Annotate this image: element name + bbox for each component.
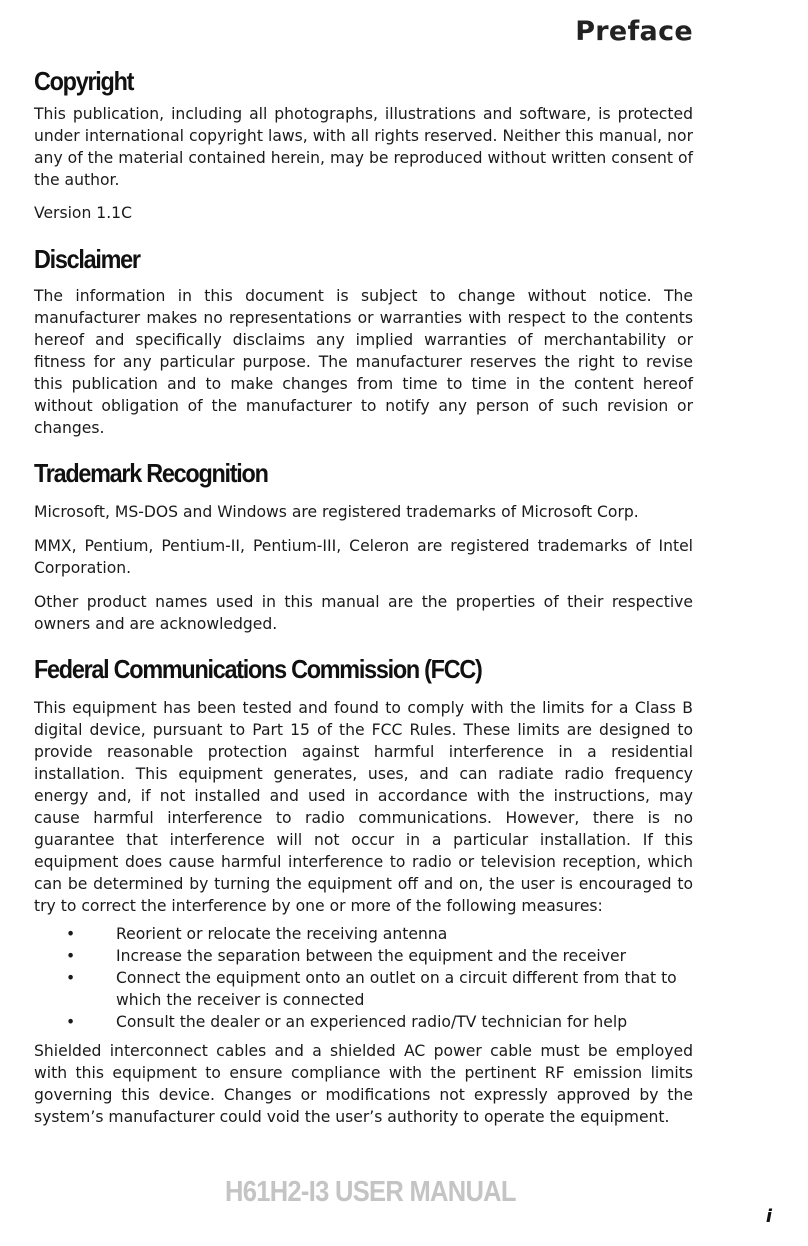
fcc-closing-paragraph: Shielded interconnect cables and a shielded AC power cable must be employed with this equipment to ensure compliance with the pertinent RF emission limits governing this device. Changes or modifications not expressly approved by the system’s manufacturer could void the user’s authority to operate the equipment.: [34, 1042, 693, 1126]
list-item-text: Connect the equipment onto an outlet on a circuit different from that to which the receiver is connected: [116, 969, 677, 1009]
disclaimer-heading: Disclaimer: [34, 244, 140, 274]
bullet-icon: •: [66, 947, 76, 965]
trademark-paragraph-others: Other product names used in this manual are the properties of their respective owners and are acknowledged.: [34, 593, 693, 633]
list-item-text: Consult the dealer or an experienced radio/TV technician for help: [116, 1013, 628, 1031]
copyright-paragraph: This publication, including all photographs, illustrations and software, is protected under international copyright laws, with all rights reserved. Neither this manual, nor any of the material contained herein, may be reproduced without written consent of the author.: [34, 105, 693, 189]
trademark-paragraph-intel: MMX, Pentium, Pentium-II, Pentium-III, Celeron are registered trademarks of Intel Corporation.: [34, 537, 693, 577]
list-item-text: Reorient or relocate the receiving antenna: [116, 925, 448, 943]
trademark-section: [34, 456, 693, 635]
bullet-icon: •: [66, 969, 76, 987]
list-item: [34, 923, 693, 945]
disclaimer-section: [34, 242, 693, 439]
fcc-measures-list: [34, 923, 693, 1033]
document-body: [34, 64, 693, 1128]
fcc-heading: Federal Communications Commission (FCC): [34, 654, 482, 684]
list-item: [34, 967, 693, 1011]
page-number: i: [765, 1206, 772, 1227]
page-header-title: Preface: [575, 16, 693, 47]
list-item-text: Increase the separation between the equipment and the receiver: [116, 947, 626, 965]
disclaimer-paragraph: The information in this document is subject to change without notice. The manufacturer makes no representations or warranties with respect to the contents hereof and specifically disclaims any implied warranties of merchantability or fitness for any particular purpose. The manufacturer reserves the right to revise this publication and to make changes from time to time in the content hereof without obligation of the manufacturer to notify any person of such revision or changes.: [34, 287, 693, 437]
copyright-heading: Copyright: [34, 66, 134, 96]
trademark-heading: Trademark Recognition: [34, 458, 268, 488]
version-text: Version 1.1C: [34, 204, 132, 222]
trademark-paragraph-microsoft: Microsoft, MS-DOS and Windows are registered trademarks of Microsoft Corp.: [34, 503, 639, 521]
bullet-icon: •: [66, 925, 76, 943]
fcc-intro-paragraph: This equipment has been tested and found to comply with the limits for a Class B digital device, pursuant to Part 15 of the FCC Rules. These limits are designed to provide reasonable protection against harmful interference in a residential installation. This equipment generates, uses, and can radiate radio frequency energy and, if not installed and used in accordance with the instructions, may cause harmful interference to radio communications. However, there is no guarantee that interference will not occur in a particular installation. If this equipment does cause harmful interference to radio or television reception, which can be determined by turning the equipment off and on, the user is encouraged to try to correct the interference by one or more of the following measures:: [34, 699, 693, 915]
bullet-icon: •: [66, 1013, 76, 1031]
footer-manual-title: H61H2-I3 USER MANUAL: [225, 1176, 516, 1208]
list-item: [34, 945, 693, 967]
fcc-section: [34, 652, 693, 1128]
copyright-section: [34, 64, 693, 224]
list-item: [34, 1011, 693, 1033]
